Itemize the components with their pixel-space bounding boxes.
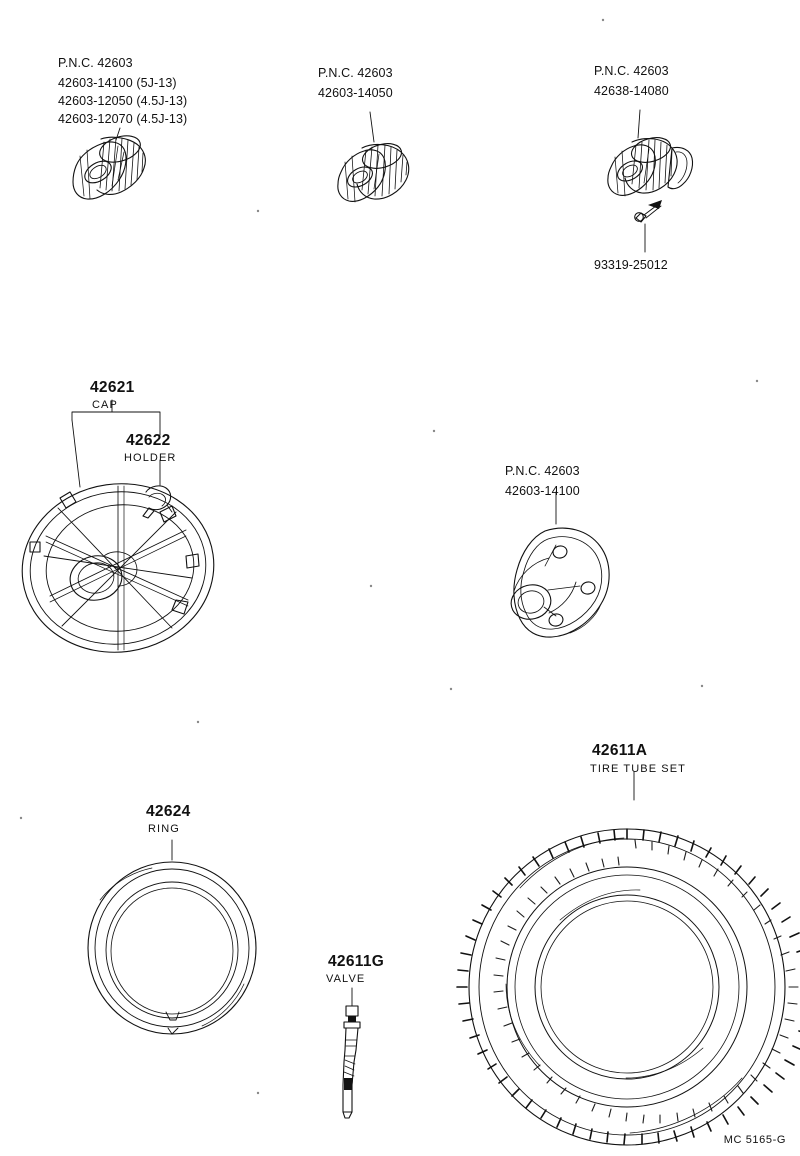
part-illustration-hub-nut-center (338, 112, 409, 202)
label-part-hub-nut-right-1: 42638-14080 (594, 84, 669, 98)
label-pnc-hub-nut-right: P.N.C. 42603 (594, 64, 669, 78)
part-illustration-hub-nut-right (608, 110, 693, 252)
label-name-wheel-cap: CAP (92, 399, 118, 411)
part-illustration-hub-flange (507, 492, 609, 637)
label-number-tire-tube-set: 42611A (592, 742, 648, 759)
part-illustration-wheel-cap (11, 400, 225, 665)
label-number-wheel-cap: 42621 (90, 379, 135, 396)
label-name-cap-holder: HOLDER (124, 452, 177, 464)
label-number-cap-holder: 42622 (126, 432, 171, 449)
footer-sheet-code: MC 5165-G (723, 1134, 786, 1146)
part-illustration-wheel-ring (88, 840, 256, 1034)
label-part-hub-flange-1: 42603-14100 (505, 484, 580, 498)
label-number-wheel-ring: 42624 (146, 803, 191, 820)
label-number-tire-valve: 42611G (328, 953, 385, 970)
part-illustration-tire-tube-set (457, 772, 800, 1145)
part-illustration-bolt (635, 200, 662, 252)
part-illustration-tire-valve (343, 988, 360, 1118)
label-pnc-hub-nut-left: P.N.C. 42603 (58, 56, 133, 70)
label-name-tire-tube-set: TIRE TUBE SET (590, 763, 686, 775)
tire-tread-pattern (457, 829, 800, 1144)
label-part-hub-nut-left-3: 42603-12070 (4.5J-13) (58, 112, 188, 126)
part-illustration-cap-holder (143, 460, 172, 518)
label-pnc-hub-flange: P.N.C. 42603 (505, 464, 580, 478)
label-name-wheel-ring: RING (148, 823, 180, 835)
part-illustration-hub-nut-left (73, 128, 145, 199)
label-part-bolt: 93319-25012 (594, 258, 668, 272)
label-name-tire-valve: VALVE (326, 973, 366, 985)
label-pnc-hub-nut-center: P.N.C. 42603 (318, 66, 393, 80)
label-part-hub-nut-left-2: 42603-12050 (4.5J-13) (58, 94, 188, 108)
label-part-hub-nut-center-1: 42603-14050 (318, 86, 393, 100)
label-part-hub-nut-left-1: 42603-14100 (5J-13) (58, 76, 177, 90)
